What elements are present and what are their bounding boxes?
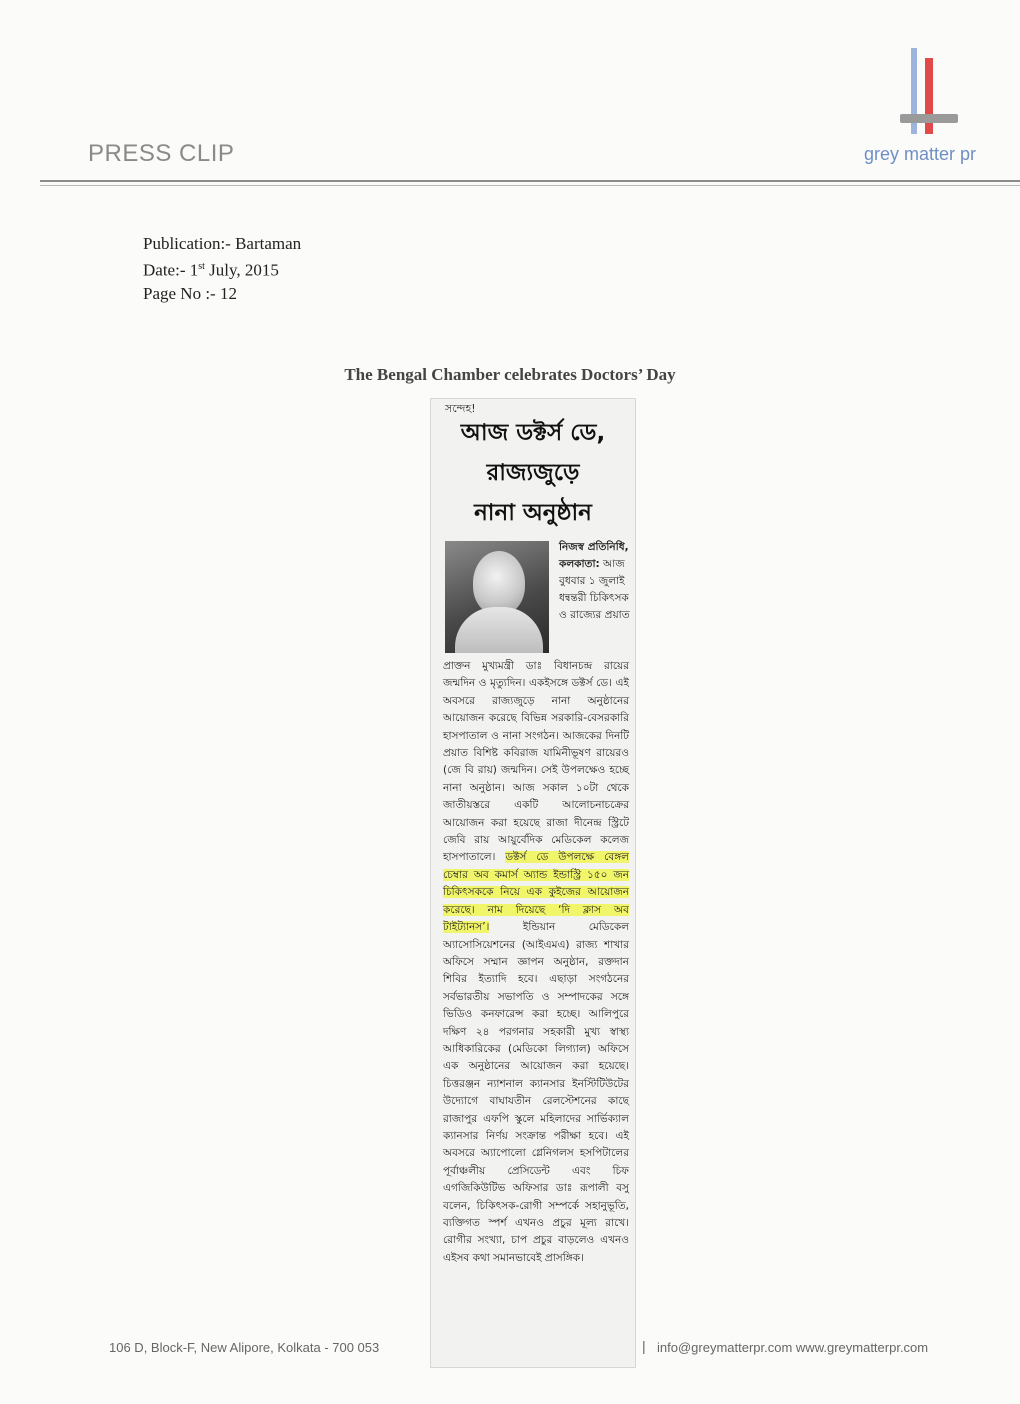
- grey-matter-logo-icon: [896, 46, 962, 138]
- brand-name: grey matter pr: [864, 144, 977, 164]
- headline-line-2: রাজ্যজুড়ে: [486, 460, 580, 486]
- body-part-2: ইন্ডিয়ান মেডিকেল অ্যাসোসিয়েশনের (আইএমএ) রাজ্য শাখার অফিসে সম্মান জ্ঞাপন অনুষ্ঠান, রক্তদান শিবির ইত্যাদি হবে। এছাড়া সংগঠনের সর্বভারতীয় সভাপতি ও সম্পাদকের সঙ্গে ভিডিও কনফারেন্স করা হচ্ছে। আলিপুরে দক্ষিণ ২৪ পরগনার সহকারী মুখ্য স্বাস্থ্য আধিকারিকের (মেডিকো লিগ্যাল) অফিসে এক অনুষ্ঠানের আয়োজন করা হয়েছে। চিত্তরঞ্জন ন্যাশনাল ক্যানসার ইনস্টিটিউটের উদ্যোগে বাঘাযতীন রেলস্টেশনের কাছে রাজাপুর এফপি স্কুলে মহিলাদের সার্ভিক্যাল ক্যানসার নির্ণয় সংক্রান্ত পরীক্ষা হবে। এই অবসরে অ্যাপোলো গ্লেনিগলস হসপিটালের পূর্বাঞ্চলীয় প্রেসিডেন্ট এবং চিফ এগজিকিউটিভ অফিসার ডাঃ রূপালী বসু বলেন, চিকিৎসক-রোগী সম্পর্কে সহানুভূতি, ব্যক্তিগত স্পর্শ এখনও প্রচুর মূল্য রাখে। রোগীর সংখ্যা, চাপ প্রচুর বাড়লেও এখনও এইসব কথা সমানভাবেই প্রাসঙ্গিক।: [443, 921, 629, 1264]
- bengali-headline: [431, 413, 635, 533]
- date-line: Date:- 1st July, 2015: [143, 260, 279, 280]
- page-line: Page No :- 12: [143, 283, 237, 303]
- portrait-shoulders: [455, 607, 543, 653]
- header-rule: [40, 180, 1020, 182]
- footer-address: 106 D, Block-F, New Alipore, Kolkata - 700 053: [109, 1340, 380, 1355]
- newspaper-clipping: [430, 398, 636, 1368]
- headline-line-3: নানা অনুষ্ঠান: [474, 500, 592, 526]
- clip-kicker: সন্দেহ!: [445, 402, 476, 415]
- footer-contact: info@greymatterpr.com www.greymatterpr.com: [657, 1340, 929, 1355]
- article-headline-english: The Bengal Chamber celebrates Doctors’ Day: [344, 365, 676, 384]
- body-part-1: প্রাক্তন মুখ্যমন্ত্রী ডাঃ বিধানচন্দ্র রায়ের জন্মদিন ও মৃত্যুদিন। একইসঙ্গে ডক্টর্স ডে। এই অবসরে রাজ্যজুড়ে নানা অনুষ্ঠানের আয়োজন করেছে বিভিন্ন সরকারি-বেসরকারি হাসপাতাল ও নানা সংগঠন। আজকের দিনটি প্রয়াত বিশিষ্ট কবিরাজ যামিনীভূষণ রায়েরও (জে বি রায়) জন্মদিন। সেই উপলক্ষেও হচ্ছে নানা অনুষ্ঠান। আজ সকাল ১০টা থেকে জাতীয়স্তরে একটি আলোচনাচক্রের আয়োজন করা হয়েছে রাজা দীনেন্দ্র স্ট্রিটে জেবি রায় আয়ুর্বেদিক মেডিকেল কলেজ হাসপাতালে।: [443, 660, 629, 864]
- publication-line: Publication:- Bartaman: [143, 234, 302, 253]
- byline: নিজস্ব প্রতিনিধি, কলকাতা: আজ বুধবার ১ জুলাই ধন্বন্তরী চিকিৎসক ও রাজ্যের প্রয়াত: [559, 541, 630, 621]
- footer-separator: |: [642, 1338, 646, 1354]
- press-clip-title: PRESS CLIP: [88, 140, 235, 167]
- highlighted-passage: ডক্টর্স ডে উপলক্ষে বেঙ্গল চেম্বার অব কমার্স অ্যান্ড ইন্ডাস্ট্রি ১৫০ জন চিকিৎসককে নিয়ে এক কুইজের আয়োজন করেছে। নাম দিয়েছে ‘দি ক্লাস অব টাইট্যানস’।: [443, 851, 629, 934]
- headline-line-1: আজ ডক্টর্স ডে,: [460, 420, 606, 446]
- article-body: [443, 658, 629, 1267]
- portrait-head: [473, 551, 525, 615]
- portrait-photo: [445, 541, 549, 653]
- header-rule-thin: [40, 185, 1020, 186]
- publication-meta: [143, 232, 301, 305]
